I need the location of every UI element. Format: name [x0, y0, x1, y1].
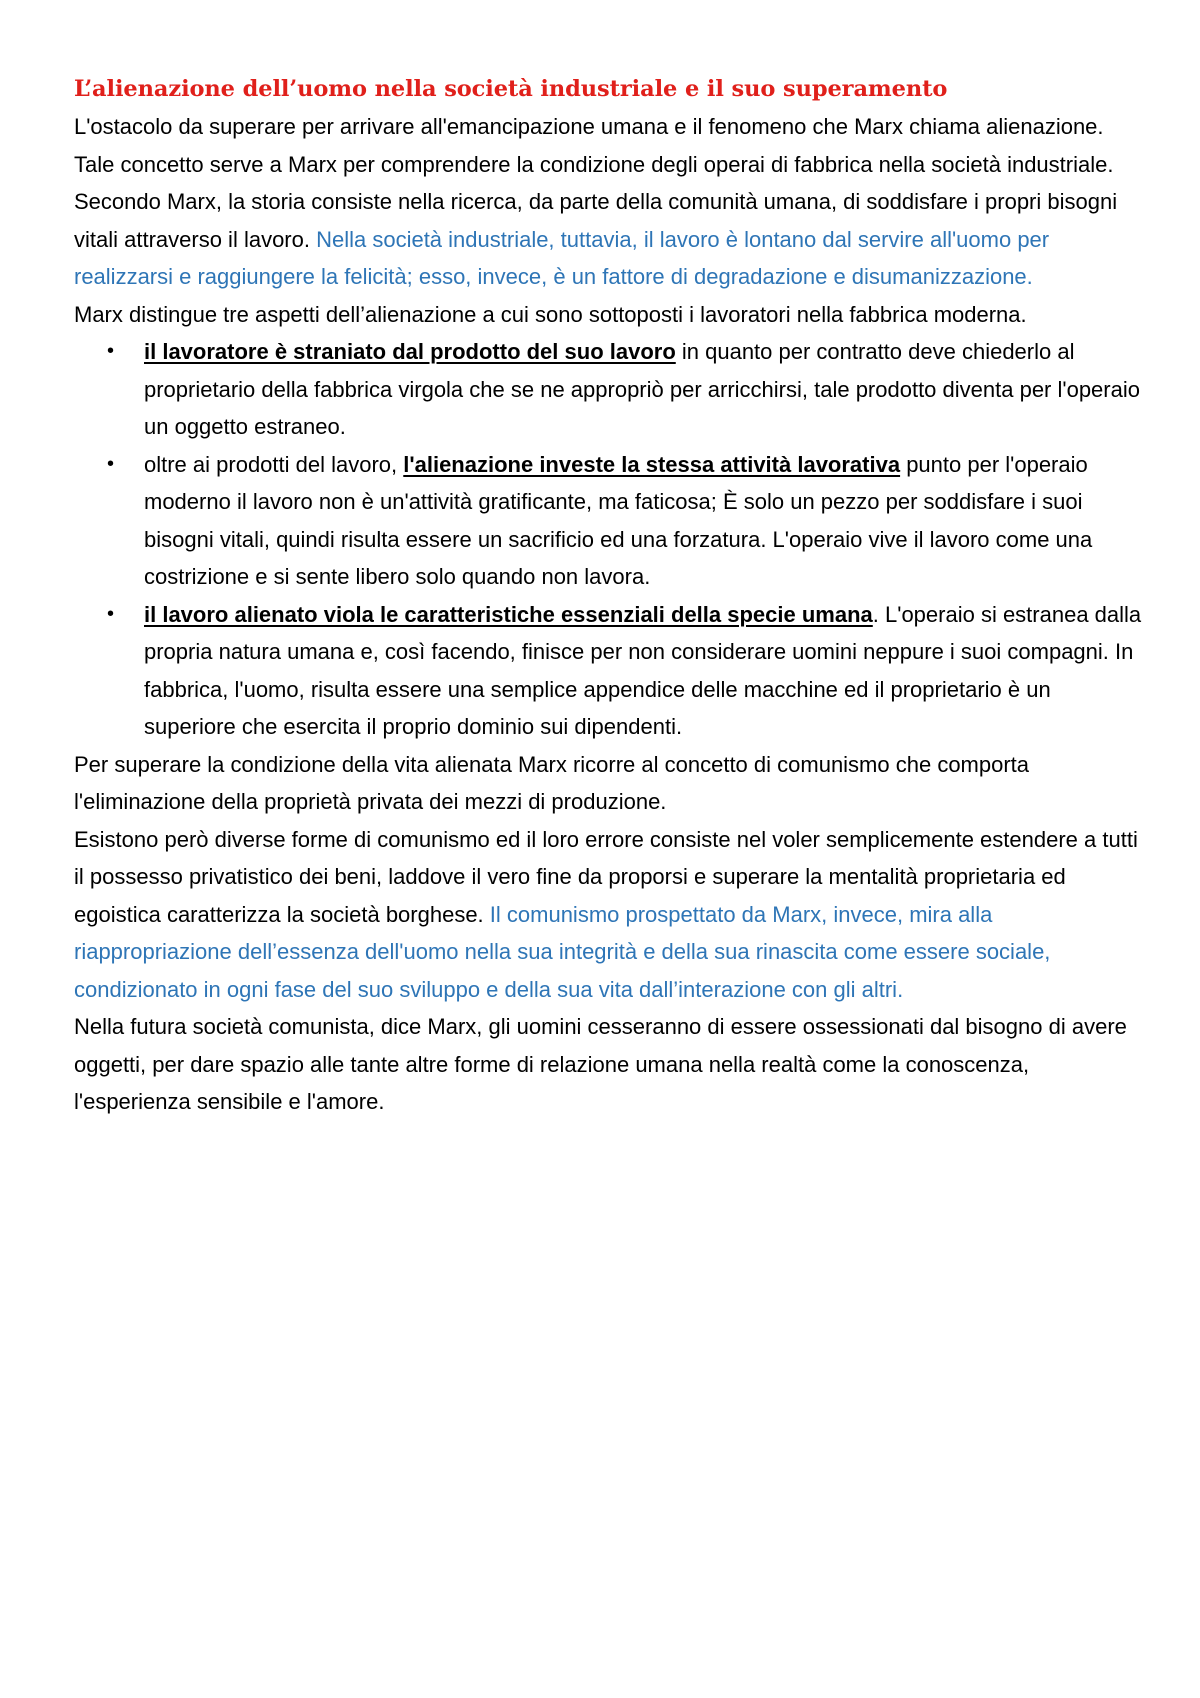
- highlighted-text-industrial-labour: Nella società industriale, tuttavia, il lavoro è lontano dal servire all'uomo per realizzarsi e raggiungere la felicità; esso, invece, è un fattore di degradazione e disumanizzazione.: [74, 226, 1050, 289]
- list-item: [107, 333, 1144, 446]
- document-page: [74, 70, 1144, 1121]
- paragraph-communism: Per superare la condizione della vita alienata Marx ricorre al concetto di comunismo che comporta l'eliminazione della proprietà privata dei mezzi di produzione.: [74, 751, 1030, 814]
- list-item-text: punto per l'operaio moderno il lavoro non è un'attività gratificante, ma faticosa; È solo un pezzo per soddisfare i suoi bisogni vitali, quindi risulta essere un sacrificio ed una forzatura. L'operaio vive il lavoro come una costrizione e si sente libero solo quando non lavora.: [144, 451, 1093, 589]
- paragraph-aspects: Marx distingue tre aspetti dell’alienazione a cui sono sottoposti i lavoratori nella fabbrica moderna.: [74, 301, 1027, 327]
- list-item-emphasis: il lavoratore è straniato dal prodotto del suo lavoro: [144, 339, 676, 364]
- highlighted-text-marx-communism: Il comunismo prospettato da Marx, invece, mira alla riappropriazione dell’essenza dell'uomo nella sua integrità e della sua rinascita come essere sociale, condizionato in ogni fase del suo sviluppo e della sua vita dall’interazione con gli altri.: [74, 901, 1051, 1002]
- paragraph-forms-of-communism: [74, 821, 1144, 1009]
- list-item-text: in quanto per contratto deve chiederlo al proprietario della fabbrica virgola che se ne appropriò per arricchirsi, tale prodotto diventa per l'operaio un oggetto estraneo.: [144, 339, 1140, 439]
- alienation-aspects-list: [74, 333, 1144, 746]
- bullet-icon: •: [107, 452, 115, 475]
- list-item: [107, 596, 1144, 746]
- list-item-text: . L'operaio si estranea dalla propria natura umana e, così facendo, finisce per non considerare uomini neppure i suoi compagni. In fabbrica, l'uomo, risulta essere una semplice appendice delle macchine ed il proprietario è un superiore che esercita il proprio dominio sui dipendenti.: [144, 601, 1142, 739]
- list-item: [107, 446, 1144, 596]
- bullet-icon: •: [107, 340, 115, 362]
- list-item-emphasis: il lavoro alienato viola le caratteristiche essenziali della specie umana: [144, 601, 873, 627]
- paragraph-future-society: Nella futura società comunista, dice Marx, gli uomini cesseranno di essere ossessionati dal bisogno di avere oggetti, per dare spazio alle tante altre forme di relazione umana nella realtà come la conoscenza, l'esperienza sensibile e l'amore.: [74, 1014, 1127, 1114]
- paragraph-intro: L'ostacolo da superare per arrivare all'emancipazione umana e il fenomeno che Marx chiama alienazione. Tale concetto serve a Marx per comprendere la condizione degli operai di fabbrica nella società industriale.: [74, 114, 1114, 177]
- paragraph-forms-text: Esistono però diverse forme di comunismo ed il loro errore consiste nel voler semplicemente estendere a tutti il possesso privatistico dei beni, laddove il vero fine da proporsi e superare la mentalità proprietaria ed egoistica caratterizza la società borghese.: [74, 826, 1138, 927]
- paragraph-history: [74, 183, 1144, 296]
- list-item-lead: oltre ai prodotti del lavoro,: [144, 451, 404, 477]
- paragraph-history-text: Secondo Marx, la storia consiste nella ricerca, da parte della comunità umana, di soddisfare i propri bisogni vitali attraverso il lavoro.: [74, 189, 1118, 252]
- document-title: L’alienazione dell’uomo nella società industriale e il suo superamento: [74, 76, 948, 102]
- bullet-icon: •: [107, 602, 115, 625]
- list-item-emphasis: l'alienazione investe la stessa attività lavorativa: [403, 451, 901, 477]
